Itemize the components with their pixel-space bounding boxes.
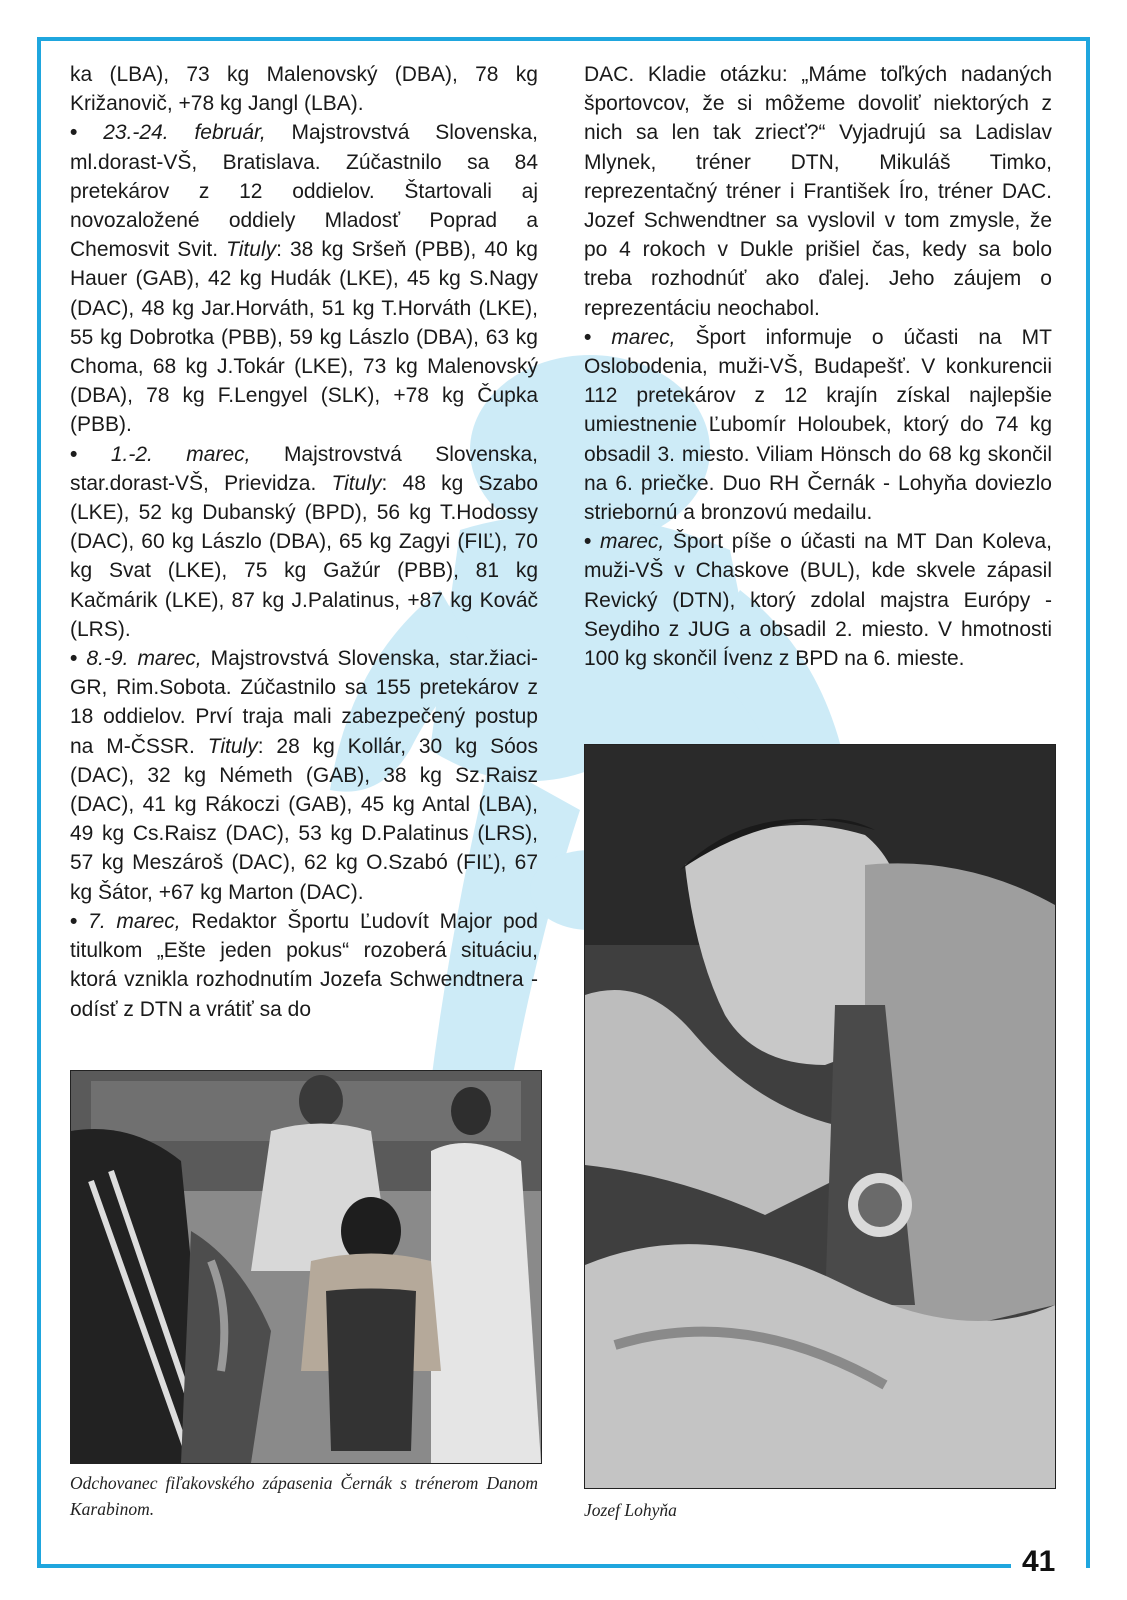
- bullet-glyph: •: [70, 647, 78, 671]
- photo-wrestler-with-trainer: [70, 1070, 542, 1464]
- right-paragraph-3: [584, 527, 1052, 673]
- entry-results: : 48 kg Szabo (LKE), 52 kg Dubanský (BPD), 56 kg T.Hodossy (DAC), 60 kg Lászlo (DBA), 65 kg Zagyi (FIĽ), 70 kg Svat (LKE), 75 kg Gažúr (PBB), 81 kg Kačmárik (LKE), 87 kg J.Palatinus, +87 kg Kováč (LRS).: [70, 471, 539, 641]
- right-paragraph-1: DAC. Kladie otázku: „Máme toľkých nadaných športovcov, že si môžeme dovoliť niektorých z nich sa len tak zriecť?“ Vyjadrujú sa Ladislav Mlynek, tréner DTN, Mikuláš Timko, reprezentačný tréner i František Íro, tréner DAC. Jozef Schwendtner sa vyslovil v tom zmysle, že po 4 rokoch v Dukle prišiel čas, kedy sa bolo treba rozhodnúť ako ďalej. Jeho záujem o reprezentáciu neochabol.: [584, 63, 1052, 320]
- entry-text: Šport píše o účasti na MT Dan Koleva, muži-VŠ v Chaskove (BUL), kde skvele zápasil Revický (DTN), ktorý zdolal majstra Európy - Seydiho z JUG a obsadil 2. miesto. V hmotnosti 100 kg skončil Ívenz z BPD na 6. mieste.: [584, 530, 1052, 671]
- page-frame-left: [37, 37, 41, 1568]
- left-paragraph-2: [70, 118, 538, 439]
- left-paragraph-3: [70, 440, 538, 644]
- tituly-label: Tituly: [207, 734, 258, 758]
- entry-text: Šport informuje o účasti na MT Oslobodenia, muži-VŠ, Budapešť. V konkurencii 112 pretekárov z 12 krajín získal najlepšie umiestnenie Ľubomír Holoubek, ktorý do 74 kg obsadil 3. miesto. Viliam Hönsch do 68 kg skončil na 6. priečke. Duo RH Černák - Lohyňa doviezlo striebornú a bronzovú medailu.: [584, 325, 1052, 525]
- photo-caption-left: Odchovanec fiľakovského zápasenia Černák s trénerom Danom Karabinom.: [70, 1473, 538, 1519]
- bullet-glyph: •: [584, 325, 592, 349]
- page-number: 41: [1022, 1545, 1056, 1578]
- left-text-column: [70, 60, 538, 1024]
- photo-caption-right: Jozef Lohyňa: [584, 1500, 677, 1520]
- left-paragraph-4: [70, 644, 538, 907]
- left-paragraph-5: [70, 907, 538, 1024]
- photo-jozef-lohyna: [584, 744, 1056, 1489]
- right-text-column: [584, 60, 1052, 673]
- page-frame-top: [37, 37, 1090, 41]
- page-frame-bottom: [37, 1564, 1011, 1568]
- entry-results: : 28 kg Kollár, 30 kg Sóos (DAC), 32 kg Németh (GAB), 38 kg Sz.Raisz (DAC), 41 kg Rákoczi (GAB), 45 kg Antal (LBA), 49 kg Cs.Raisz (DAC), 53 kg D.Palatinus (LRS), 57 kg Meszároš (DAC), 62 kg O.Szabó (FIĽ), 67 kg Šátor, +67 kg Marton (DAC).: [70, 734, 538, 904]
- bullet-glyph: •: [70, 442, 78, 466]
- page-frame-right: [1086, 37, 1090, 1568]
- bullet-glyph: •: [70, 121, 78, 145]
- right-paragraph-2: [584, 323, 1052, 527]
- bullet-glyph: •: [70, 909, 78, 933]
- entry-text: Majstrovstvá Slovenska, star.dorast-VŠ, Prievidza.: [70, 442, 538, 495]
- tituly-label: Tituly: [331, 471, 382, 495]
- entry-date: marec,: [600, 530, 665, 554]
- entry-date: 7. marec,: [88, 909, 181, 933]
- entry-text: Majstrovstvá Slovenska, ml.dorast-VŠ, Bratislava. Zúčastnilo sa 84 pretekárov z 12 oddielov. Štartovali aj novozaložené oddiely Mladosť Poprad a Chemosvit Svit.: [70, 121, 538, 262]
- tituly-label: Tituly: [226, 238, 277, 262]
- entry-results: : 38 kg Sršeň (PBB), 40 kg Hauer (GAB), 42 kg Hudák (LKE), 45 kg S.Nagy (DAC), 48 kg Jar.Horváth, 51 kg T.Horváth (LKE), 55 kg Dobrotka (PBB), 59 kg Lászlo (DBA), 63 kg Choma, 68 kg J.Tokár (LKE), 73 kg Malenovský (DBA), 78 kg F.Lengyel (SLK), +78 kg Čupka (PBB).: [70, 238, 538, 437]
- bullet-glyph: •: [584, 530, 592, 554]
- entry-text: Majstrovstvá Slovenska, star.žiaci-GR, Rim.Sobota. Zúčastnilo sa 155 pretekárov z 18 oddielov. Prví traja mali zabezpečený postup na M-ČSSR.: [70, 647, 538, 758]
- entry-date: marec,: [611, 325, 676, 349]
- entry-date: 1.-2. marec,: [110, 442, 251, 466]
- left-paragraph-1: ka (LBA), 73 kg Malenovský (DBA), 78 kg Križanovič, +78 kg Jangl (LBA).: [70, 63, 538, 116]
- entry-date: 8.-9. marec,: [86, 647, 202, 671]
- entry-date: 23.-24. február,: [103, 121, 266, 145]
- entry-text: Redaktor Športu Ľudovít Major pod titulkom „Ešte jeden pokus“ rozoberá situáciu, ktorá vznikla rozhodnutím Jozefa Schwendtnera - odísť z DTN a vrátiť sa do: [70, 909, 538, 1021]
